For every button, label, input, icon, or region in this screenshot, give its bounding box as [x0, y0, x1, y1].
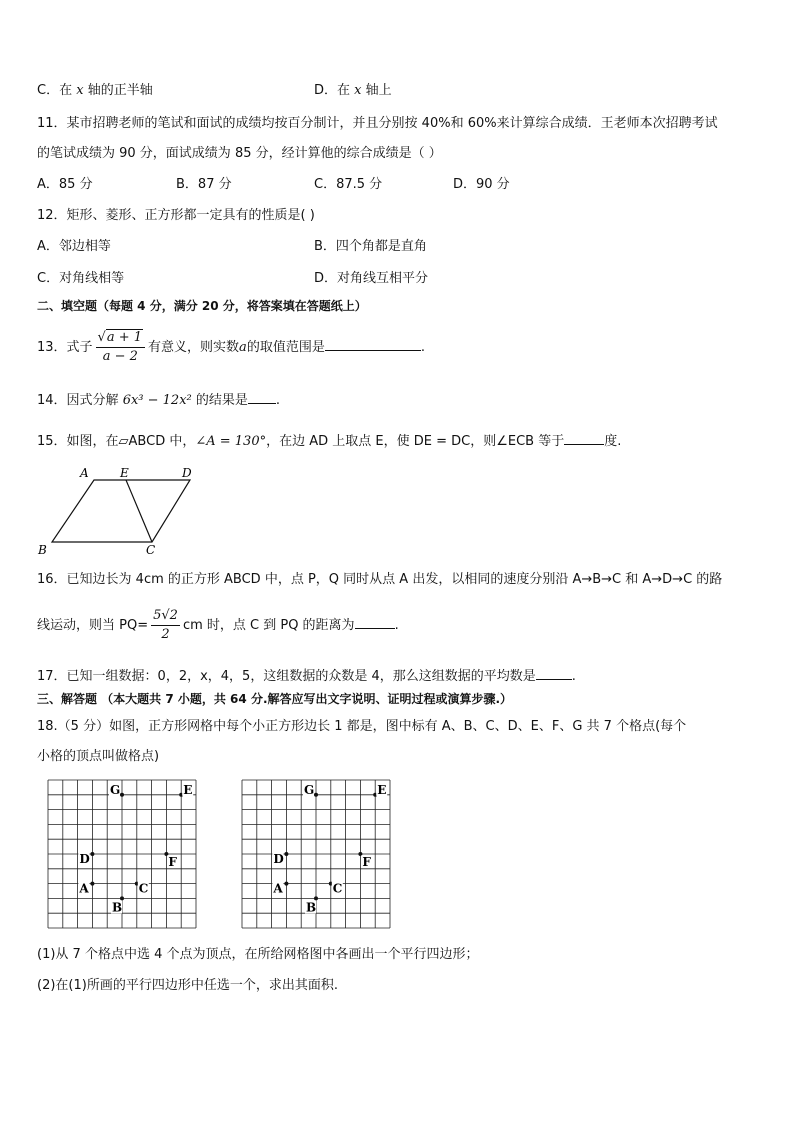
grid-label-f: F [168, 855, 177, 869]
segment-ec [126, 480, 152, 542]
grid-label-f: F [362, 855, 371, 869]
q16-line2: 线运动，则当 PQ= $\frac{5√2}{2}$ cm 时，点 C 到 PQ 的距离为 . [37, 608, 399, 642]
q16-fraction: $\frac{5√2}{2}$ [153, 608, 178, 642]
q16-answer-blank[interactable] [355, 614, 395, 629]
q18-grid-right [241, 779, 391, 929]
q11-option-c: C．87.5 分 [314, 177, 383, 192]
q11-stem-line2: 的笔试成绩为 90 分，面试成绩为 85 分，经计算他的综合成绩是（ ） [37, 146, 442, 161]
grid-point-g [314, 793, 318, 797]
q15-parallelogram-figure [36, 464, 206, 558]
q17: 17．已知一组数据：0，2，x，4，5，这组数据的众数是 4，那么这组数据的平均数是 . [37, 665, 576, 686]
q14-answer-blank[interactable] [248, 389, 276, 404]
grid-point-a [284, 882, 288, 886]
q16-line1: 16．已知边长为 4cm 的正方形 ABCD 中，点 P，Q 同时从点 A 出发，以相同的速度分别沿 A→B→C 和 A→D→C 的路 [37, 572, 723, 587]
grid-label-e: E [377, 782, 387, 797]
grid-label-b: B [112, 900, 123, 915]
q10-option-c: C．在 x 轴的正半轴 [37, 83, 153, 98]
q12-option-a: A．邻边相等 [37, 239, 111, 254]
grid-label-c: C [332, 881, 343, 896]
grid-label-d: D [79, 852, 90, 866]
q18-stem-line2: 小格的顶点叫做格点) [37, 749, 160, 764]
grid-label-c: C [138, 881, 149, 896]
grid-point-d [90, 852, 94, 856]
section-2-heading: 二、填空题（每题 4 分，满分 20 分，将答案填在答题纸上） [37, 299, 367, 313]
q12-option-c: C．对角线相等 [37, 271, 125, 286]
q11-stem-line1: 11．某市招聘老师的笔试和面试的成绩均按百分制计，并且分别按 40%和 60%来计算综合成绩．王老师本次招聘考试 [37, 116, 718, 131]
grid-label-a: A [79, 881, 89, 896]
parallelogram-abcd [52, 480, 190, 542]
label-e: E [120, 466, 129, 480]
q18-grid-left [47, 779, 197, 929]
q14: 14．因式分解 6x³ − 12x² 的结果是 . [37, 389, 280, 410]
grid-label-e: E [183, 782, 193, 797]
q18-part-2: (2)在(1)所画的平行四边形中任选一个，求出其面积. [37, 978, 338, 993]
q11-option-d: D．90 分 [453, 177, 510, 192]
label-d: D [182, 466, 192, 480]
q12-option-b: B．四个角都是直角 [314, 239, 427, 254]
q18-part-1: (1)从 7 个格点中选 4 个点为顶点，在所给网格图中各画出一个平行四边形； [37, 947, 479, 962]
label-b: B [38, 543, 47, 557]
q12-stem: 12．矩形、菱形、正方形都一定具有的性质是( ) [37, 208, 315, 223]
q11-option-b: B．87 分 [176, 177, 232, 192]
q10-option-d: D．在 x 轴上 [314, 83, 392, 98]
q13-fraction: $\frac{√a + 1}{a - 2}$ [96, 329, 145, 366]
q18-stem-line1: 18.（5 分）如图，正方形网格中每个小正方形边长 1 都是，图中标有 A、B、C、D、E、F、G 共 7 个格点(每个 [37, 719, 687, 734]
section-3-heading: 三、解答题 （本大题共 7 小题，共 64 分.解答应写出文字说明、证明过程或演算步骤.） [37, 692, 513, 706]
grid-label-a: A [273, 881, 283, 896]
label-a: A [80, 466, 89, 480]
q11-option-a: A．85 分 [37, 177, 93, 192]
q17-answer-blank[interactable] [536, 665, 572, 680]
q15-answer-blank[interactable] [564, 430, 604, 445]
grid-label-d: D [273, 852, 284, 866]
grid-point-g [120, 793, 124, 797]
label-c: C [146, 543, 156, 557]
q13: 13．式子 $\frac{√a + 1}{a - 2}$ 有意义，则实数a的取值范围是 . [37, 330, 425, 364]
grid-label-g: G [304, 782, 315, 797]
grid-point-a [90, 882, 94, 886]
q13-answer-blank[interactable] [325, 336, 421, 351]
q15: 15．如图，在▱ABCD 中，∠A = 130°，在边 AD 上取点 E，使 DE = DC，则∠ECB 等于 度. [37, 430, 621, 451]
grid-label-b: B [306, 900, 317, 915]
q12-option-d: D．对角线互相平分 [314, 271, 429, 286]
grid-point-d [284, 852, 288, 856]
grid-label-g: G [110, 782, 121, 797]
